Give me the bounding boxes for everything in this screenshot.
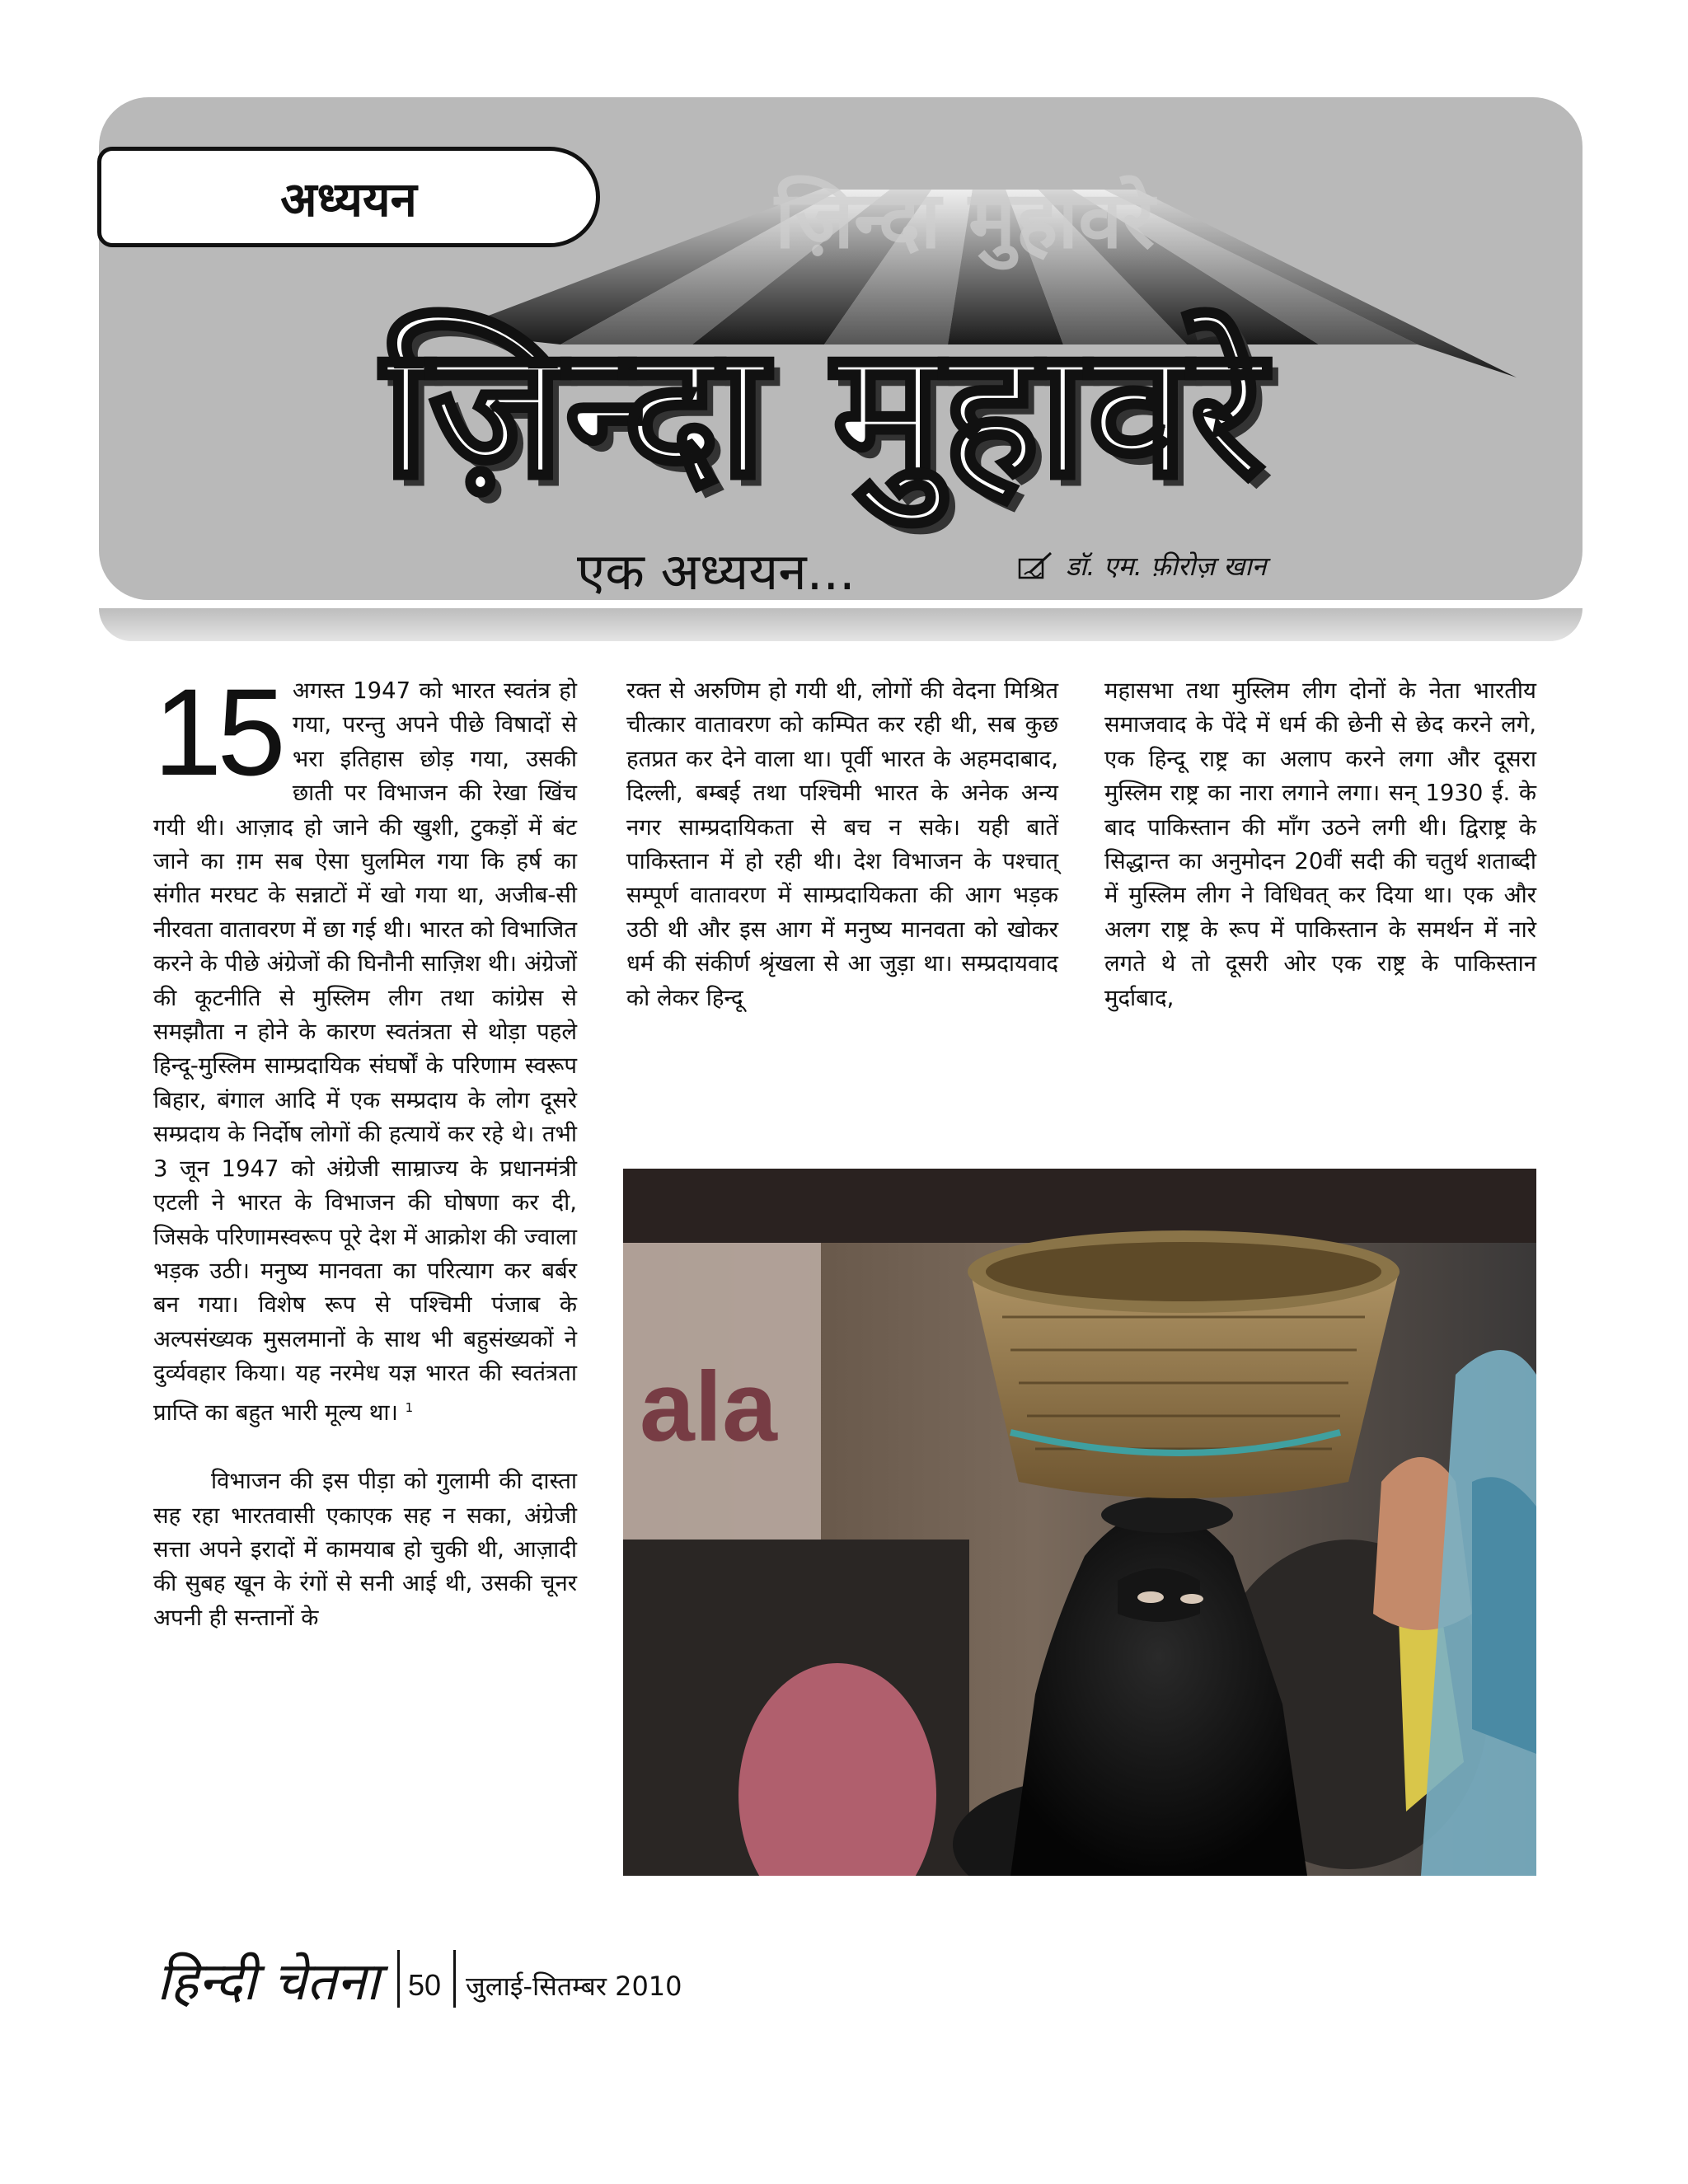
- article-paragraph: रक्त से अरुणिम हो गयी थी, लोगों की वेदना मिश्रित चीत्कार वातावरण को कम्पित कर रही थी, सब कुछ हतप्रत कर देने वाला था। पूर्वी भारत के अहमदाबाद, दिल्ली, बम्बई तथा पश्चिमी भारत के अनेक अन्य नगर साम्प्रदायिकता से बच न सके। यही बातें पाकिस्तान में हो रही थी। देश विभाजन के पश्चात् सम्पूर्ण वातावरण में साम्प्रदायिकता की आग भड़क उठी थी और इस आग में मनुष्य मानवता को खोकर धर्म की संकीर्ण श्रृंखला से आ जुड़ा था। सम्प्रदायवाद को लेकर हिन्दू: [626, 677, 1058, 1011]
- issue-date: जुलाई-सितम्बर 2010: [466, 1971, 682, 2002]
- article-subtitle: एक अध्ययन...: [577, 541, 856, 602]
- section-tag: अध्ययन: [97, 147, 600, 247]
- article-paragraph: विभाजन की इस पीड़ा को गुलामी की दास्ता सह रहा भारतवासी एकाएक सह न सका, अंग्रेजी सत्ता अपने इरादों में कामयाब हो चुकी थी, आज़ादी की सुबह खून के रंगों से सनी आई थी, उसकी चूनर अपनी ही सन्तानों के: [153, 1468, 577, 1631]
- page-footer: [140, 1935, 717, 2026]
- blurred-sign-text: ala: [640, 1352, 777, 1462]
- page-number: 50: [408, 1968, 442, 2002]
- pen-writing-icon: [1018, 551, 1054, 581]
- author-byline: [1018, 548, 1266, 583]
- author-name: डॉ. एम. फ़ीरोज़ खान: [1066, 551, 1267, 582]
- article-paragraph: महासभा तथा मुस्लिम लीग दोनों के नेता भारतीय समाजवाद के पेंदे में धर्म की छेनी से छेद करने लगे, एक हिन्दू राष्ट्र का अलाप करने लगा और दूसरा मुस्लिम राष्ट्र का नारा लगाने लगा। सन् 1930 ई. के बाद पाकिस्तान की माँग उठने लगी थी। द्विराष्ट्र के सिद्धान्त का अनुमोदन 20वीं सदी की चतुर्थ शताब्दी में मुस्लिम लीग ने विधिवत् कर दिया था। एक और अलग राष्ट्र के रूप में पाकिस्तान के समर्थन में नारे लगते थे तो दूसरी ओर एक राष्ट्र के पाकिस्तान मुर्दाबाद,: [1104, 677, 1536, 1011]
- paragraph-text: अगस्त 1947 को भारत स्वतंत्र हो गया, परन्तु अपने पीछे विषादों से भरा इतिहास छोड़ गया, उसकी छाती पर विभाजन की रेखा खिंच गयी थी। आज़ाद हो जाने की खुशी, टुकड़ों में बंट जाने का ग़म सब ऐसा घुलमिल गया कि हर्ष का संगीत मरघट के सन्नाटों में खो गया था, अजीब-सी नीरवता वातावरण में छा गई थी। भारत को विभाजित करने के पीछे अंग्रेजों की घिनौनी साज़िश थी। अंग्रेजों की कूटनीति से मुस्लिम लीग तथा कांग्रेस से समझौता न होने के कारण स्वतंत्रता से थोड़ा पहले हिन्दू-मुस्लिम साम्प्रदायिक संघर्षों के परिणाम स्वरूप बिहार, बंगाल आदि में एक सम्प्रदाय के लोग दूसरे सम्प्रदाय के निर्दोष लोगों की हत्यायें कर रहे थे। तभी 3 जून 1947 को अंग्रेजी साम्राज्य के प्रधानमंत्री एटली ने भारत के विभाजन की घोषणा कर दी, जिसके परिणामस्वरूप पूरे देश में आक्रोश की ज्वाला भड़क उठी। मनुष्य मानवता का परित्याग कर बर्बर बन गया। विशेष रूप से पश्चिमी पंजाब के अल्पसंख्यक मुसलमानों के साथ भी बहुसंख्यकों ने दुर्व्यवहार किया। यह नरमेध यज्ञ भारत की स्वतंत्रता प्राप्ति का बहुत भारी मूल्य था।: [153, 677, 577, 1426]
- banner-bottom-edge: [99, 608, 1582, 641]
- dropcap: 15: [153, 663, 281, 801]
- article-photo: [623, 1169, 1536, 1876]
- article-title: ज़िन्दा मुहावरे: [382, 307, 1267, 518]
- magazine-logo: हिन्दी चेतना: [157, 1952, 380, 2013]
- photo-scene: [623, 1169, 1536, 1876]
- article-column-3: [1104, 674, 1536, 1015]
- footer-divider: [397, 1950, 400, 2008]
- ghost-title: ज़िन्दा मुहावरे: [775, 174, 1155, 266]
- footnote-mark: 1: [405, 1399, 414, 1415]
- article-paragraph: [153, 663, 577, 1430]
- article-column-1: [153, 663, 577, 1635]
- article-column-2: [626, 674, 1058, 1015]
- footer-divider: [453, 1950, 456, 2008]
